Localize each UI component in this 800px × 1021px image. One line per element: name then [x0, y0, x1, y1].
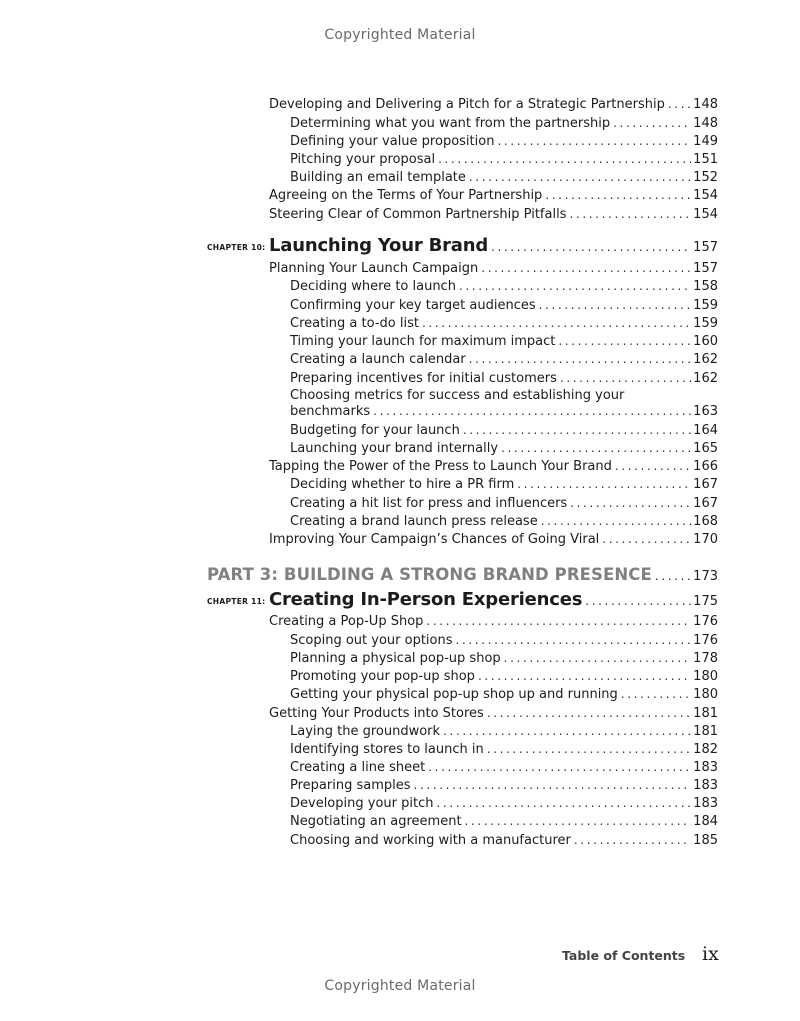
- toc-entry[interactable]: [290, 667, 718, 686]
- toc-entry-page: 149: [693, 134, 718, 149]
- leader-dots: [560, 369, 691, 387]
- toc-entry-title: Creating a to-do list: [290, 316, 419, 331]
- toc-entry[interactable]: [290, 296, 718, 315]
- toc-entry-title: Steering Clear of Common Partnership Pitfalls: [269, 207, 567, 222]
- toc-entry-title: Planning Your Launch Campaign: [269, 261, 479, 276]
- toc-entry[interactable]: [290, 369, 718, 388]
- toc-entry-title: Developing and Delivering a Pitch for a Strategic Partnership: [269, 97, 665, 112]
- toc-entry[interactable]: [290, 831, 718, 850]
- leader-dots: [569, 205, 691, 223]
- leader-dots: [545, 186, 691, 204]
- copyright-watermark-bottom: Copyrighted Material: [324, 978, 476, 994]
- toc-entry-title: Negotiating an agreement: [290, 814, 462, 829]
- toc-entry-page: 165: [693, 441, 718, 456]
- part-page: 173: [693, 569, 718, 584]
- toc-entry-title: Tapping the Power of the Press to Launch Your Brand: [269, 459, 612, 474]
- toc-entry-page: 181: [693, 724, 718, 739]
- toc-entry-title: Identifying stores to launch in: [290, 742, 484, 757]
- leader-dots: [574, 831, 691, 849]
- chapter-label: CHAPTER 11:: [207, 597, 266, 606]
- toc-entry-page: 154: [693, 207, 718, 222]
- leader-dots: [373, 402, 691, 420]
- leader-dots: [481, 259, 691, 277]
- chapter-page: 157: [693, 240, 718, 255]
- leader-dots: [465, 812, 692, 830]
- leader-dots: [438, 150, 691, 168]
- toc-entry-title: Creating a launch calendar: [290, 352, 466, 367]
- toc-entry-page: 178: [693, 651, 718, 666]
- toc-entry[interactable]: [290, 722, 718, 741]
- leader-dots: [497, 132, 691, 150]
- toc-entry[interactable]: [290, 114, 718, 133]
- toc-entry-page: 167: [693, 477, 718, 492]
- toc-entry-title: Budgeting for your launch: [290, 423, 460, 438]
- toc-entry-title: Determining what you want from the partnership: [290, 116, 611, 131]
- leader-dots: [615, 457, 691, 475]
- leader-dots: [456, 631, 692, 649]
- toc-entry[interactable]: [290, 277, 718, 296]
- toc-entry-page: 151: [693, 152, 718, 167]
- toc-entry[interactable]: [269, 205, 718, 224]
- toc-entry[interactable]: [290, 150, 718, 169]
- leader-dots: [501, 439, 691, 457]
- toc-entry-page: 180: [693, 669, 718, 684]
- toc-entry[interactable]: [290, 631, 718, 650]
- toc-entry-title: Building an email template: [290, 170, 466, 185]
- toc-entry-title: Launching your brand internally: [290, 441, 499, 456]
- toc-entry[interactable]: [269, 612, 718, 631]
- toc-entry-page: 176: [693, 614, 718, 629]
- toc-entry-page: 167: [693, 496, 718, 511]
- leader-dots: [463, 421, 691, 439]
- leader-dots: [558, 332, 691, 350]
- leader-dots: [541, 512, 691, 530]
- toc-entry-page: 164: [693, 423, 718, 438]
- toc-entry[interactable]: [290, 332, 718, 351]
- toc-entry-title: Planning a physical pop-up shop: [290, 651, 501, 666]
- leader-dots: [539, 296, 692, 314]
- toc-entry-title: Timing your launch for maximum impact: [290, 334, 556, 349]
- toc-entry-title: Improving Your Campaign’s Chances of Going Viral: [269, 532, 600, 547]
- toc-entry-page: 166: [693, 459, 718, 474]
- toc-entry-title-line1: Choosing metrics for success and establishing your: [290, 388, 625, 403]
- toc-entry[interactable]: [269, 95, 718, 114]
- toc-entry-page: 158: [693, 279, 718, 294]
- toc-entry-page: 180: [693, 687, 718, 702]
- leader-dots: [570, 494, 691, 512]
- toc-entry-page: 185: [693, 833, 718, 848]
- toc-entry[interactable]: [290, 812, 718, 831]
- chapter-page: 175: [693, 594, 718, 609]
- toc-entry-page: 163: [693, 404, 718, 419]
- toc-entry[interactable]: [290, 649, 718, 668]
- toc-entry-page: 162: [693, 352, 718, 367]
- leader-dots: [414, 776, 692, 794]
- toc-entry-title: Choosing and working with a manufacturer: [290, 833, 571, 848]
- toc-entry-title: Deciding whether to hire a PR firm: [290, 477, 515, 492]
- toc-entry-title: Preparing samples: [290, 778, 411, 793]
- leader-dots: [469, 168, 691, 186]
- toc-entry-page: 183: [693, 778, 718, 793]
- running-footer-label: Table of Contents: [562, 948, 686, 963]
- chapter-label: CHAPTER 10:: [207, 243, 266, 252]
- toc-entry-page: 148: [693, 97, 718, 112]
- toc-entry-title: Scoping out your options: [290, 633, 453, 648]
- part-heading[interactable]: [207, 563, 718, 589]
- toc-entry-title: Getting your physical pop-up shop up and running: [290, 687, 618, 702]
- toc-entry[interactable]: [290, 776, 718, 795]
- leader-dots: [428, 758, 691, 776]
- toc-entry-title: Creating a brand launch press release: [290, 514, 538, 529]
- toc-entry[interactable]: [290, 494, 718, 513]
- leader-dots: [478, 667, 691, 685]
- toc-entry-page: 181: [693, 706, 718, 721]
- toc-entry-page: 170: [693, 532, 718, 547]
- toc-entry-page: 148: [693, 116, 718, 131]
- toc-entry[interactable]: [269, 704, 718, 723]
- toc-entry-title: Creating a Pop-Up Shop: [269, 614, 424, 629]
- leader-dots: [487, 704, 691, 722]
- toc-entry[interactable]: [269, 259, 718, 278]
- chapter-heading[interactable]: [269, 588, 718, 614]
- toc-entry-page: 182: [693, 742, 718, 757]
- toc-entry-page: 157: [693, 261, 718, 276]
- toc-entry-page: 168: [693, 514, 718, 529]
- toc-entry[interactable]: [290, 168, 718, 187]
- leader-dots: [621, 685, 691, 703]
- leader-dots: [613, 114, 691, 132]
- toc-entry-page: 184: [693, 814, 718, 829]
- copyright-watermark-top: Copyrighted Material: [324, 27, 476, 43]
- leader-dots: [655, 564, 691, 588]
- toc-entry-title: Laying the groundwork: [290, 724, 441, 739]
- toc-entry[interactable]: [269, 530, 718, 549]
- toc-entry[interactable]: [290, 685, 718, 704]
- leader-dots: [504, 649, 692, 667]
- toc-entry-page: 183: [693, 760, 718, 775]
- toc-entry-page: 183: [693, 796, 718, 811]
- toc-entry-title: Creating a hit list for press and influencers: [290, 496, 568, 511]
- toc-entry-title: Confirming your key target audiences: [290, 298, 536, 313]
- toc-entry[interactable]: [290, 314, 718, 333]
- toc-entry[interactable]: [290, 758, 718, 777]
- toc-entry-title: Developing your pitch: [290, 796, 434, 811]
- toc-entry-page: 160: [693, 334, 718, 349]
- toc-entry-title: Agreeing on the Terms of Your Partnership: [269, 188, 543, 203]
- leader-dots: [422, 314, 691, 332]
- toc-entry-title: Promoting your pop-up shop: [290, 669, 475, 684]
- leader-dots: [487, 740, 691, 758]
- leader-dots: [459, 277, 691, 295]
- toc-entry-page: 159: [693, 298, 718, 313]
- leader-dots: [668, 95, 691, 113]
- leader-dots: [491, 235, 691, 259]
- page-number: ix: [702, 943, 719, 965]
- toc-entry[interactable]: [290, 740, 718, 759]
- toc-entry[interactable]: [290, 350, 718, 369]
- toc-entry-title: Deciding where to launch: [290, 279, 456, 294]
- toc-entry-title: Defining your value proposition: [290, 134, 495, 149]
- leader-dots: [602, 530, 691, 548]
- toc-entry[interactable]: [290, 439, 718, 458]
- toc-entry-page: 162: [693, 371, 718, 386]
- chapter-heading[interactable]: [269, 234, 718, 260]
- toc-entry-page: 154: [693, 188, 718, 203]
- part-title: PART 3: BUILDING A STRONG BRAND PRESENCE: [207, 565, 652, 584]
- toc-entry-page: 159: [693, 316, 718, 331]
- toc-entry[interactable]: [269, 457, 718, 476]
- toc-entry[interactable]: [290, 132, 718, 151]
- toc-entry[interactable]: [290, 421, 718, 440]
- leader-dots: [469, 350, 692, 368]
- chapter-title: Creating In-Person Experiences: [269, 589, 583, 610]
- toc-entry-title: Getting Your Products into Stores: [269, 706, 484, 721]
- toc-entry[interactable]: [290, 794, 718, 813]
- leader-dots: [585, 589, 691, 613]
- leader-dots: [426, 612, 691, 630]
- toc-entry-page: 152: [693, 170, 718, 185]
- toc-entry-page: 176: [693, 633, 718, 648]
- toc-entry-title: benchmarks: [290, 404, 371, 419]
- toc-entry-title: Preparing incentives for initial customers: [290, 371, 557, 386]
- leader-dots: [443, 722, 691, 740]
- toc-entry[interactable]: [269, 186, 718, 205]
- leader-dots: [436, 794, 691, 812]
- toc-entry[interactable]: [290, 402, 718, 421]
- toc-entry-title: Creating a line sheet: [290, 760, 426, 775]
- toc-entry[interactable]: [290, 512, 718, 531]
- leader-dots: [517, 475, 691, 493]
- toc-entry-title: Pitching your proposal: [290, 152, 436, 167]
- toc-entry[interactable]: [290, 475, 718, 494]
- chapter-title: Launching Your Brand: [269, 235, 489, 256]
